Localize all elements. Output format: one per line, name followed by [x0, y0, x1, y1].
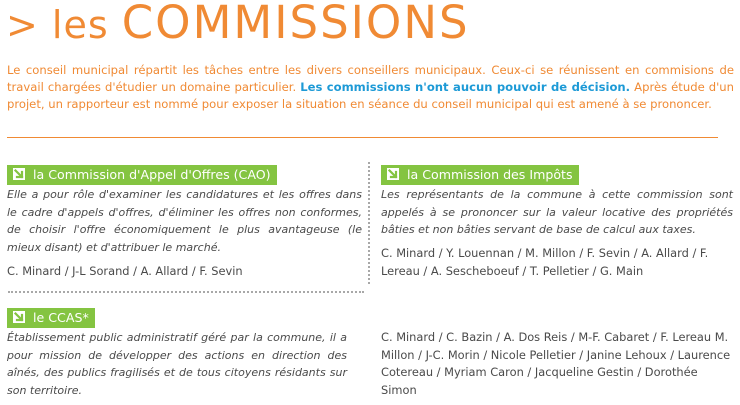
intro-paragraph — [7, 62, 734, 113]
title-main: COMMISSIONS — [121, 0, 470, 49]
cao-header — [7, 165, 277, 185]
impots-description: Les représentants de la commune à cette commission sont appelés à se prononcer sur la valeur locative des propriétés bâties et non bâties servant de base de calcul aux taxes. — [381, 188, 733, 236]
title-divider — [7, 137, 718, 138]
arrow-down-right-icon — [387, 168, 399, 180]
ccas-header — [7, 308, 95, 328]
impots-members: C. Minard / Y. Louennan / M. Millon / F. Sevin / A. Allard / F. Lereau / A. Sescheboeuf / T. Pelletier / G. Main — [381, 246, 709, 278]
intro-text-before: Le conseil municipal répartit les tâches entre les divers conseillers municipaux. Ceux-ci se réunissent en commisions de travail chargées d'étudier un domaine particulier. — [7, 63, 734, 94]
row-divider — [8, 291, 364, 293]
intro-text-after: Après étude d'un projet, un rapporteur est nommé pour exposer la situation en séance du conseil municipal qui est amené à se prononcer. — [7, 80, 734, 111]
cao-description: Elle a pour rôle d'examiner les candidatures et les offres dans le cadre d'appels d'offres, d'éliminer les offres non conformes, de choisir l'offre économiquement le plus avantageuse (le mieux disant) et d'attribuer le marché. — [7, 188, 362, 254]
title-prefix: > les — [6, 3, 122, 47]
column-divider — [368, 162, 370, 284]
arrow-down-right-icon — [13, 311, 25, 323]
page-title — [6, 0, 470, 49]
ccas-description: Établissement public administratif géré par la commune, il a pour mission de développer des actions en direction des aînés, des publics fragilisés et de tous citoyens résidants sur son territoire. — [7, 331, 347, 397]
impots-title: la Commission des Impôts — [407, 167, 573, 182]
ccas-members: C. Minard / C. Bazin / A. Dos Reis / M-F. Cabaret / F. Lereau M. Millon / J-C. Morin / Nicole Pelletier / Janine Lehoux / Laurence Cotereau / Myriam Caron / Jacqueline Gestin / Dorothée Simon — [381, 330, 731, 397]
arrow-down-right-icon — [13, 168, 25, 180]
impots-header — [381, 165, 579, 185]
intro-highlight: Les commissions n'ont aucun pouvoir de décision. — [300, 80, 631, 94]
ccas-title: le CCAS* — [33, 310, 89, 325]
cao-members: C. Minard / J-L Sorand / A. Allard / F. Sevin — [7, 264, 243, 278]
cao-title: la Commission d'Appel d'Offres (CAO) — [33, 167, 271, 182]
